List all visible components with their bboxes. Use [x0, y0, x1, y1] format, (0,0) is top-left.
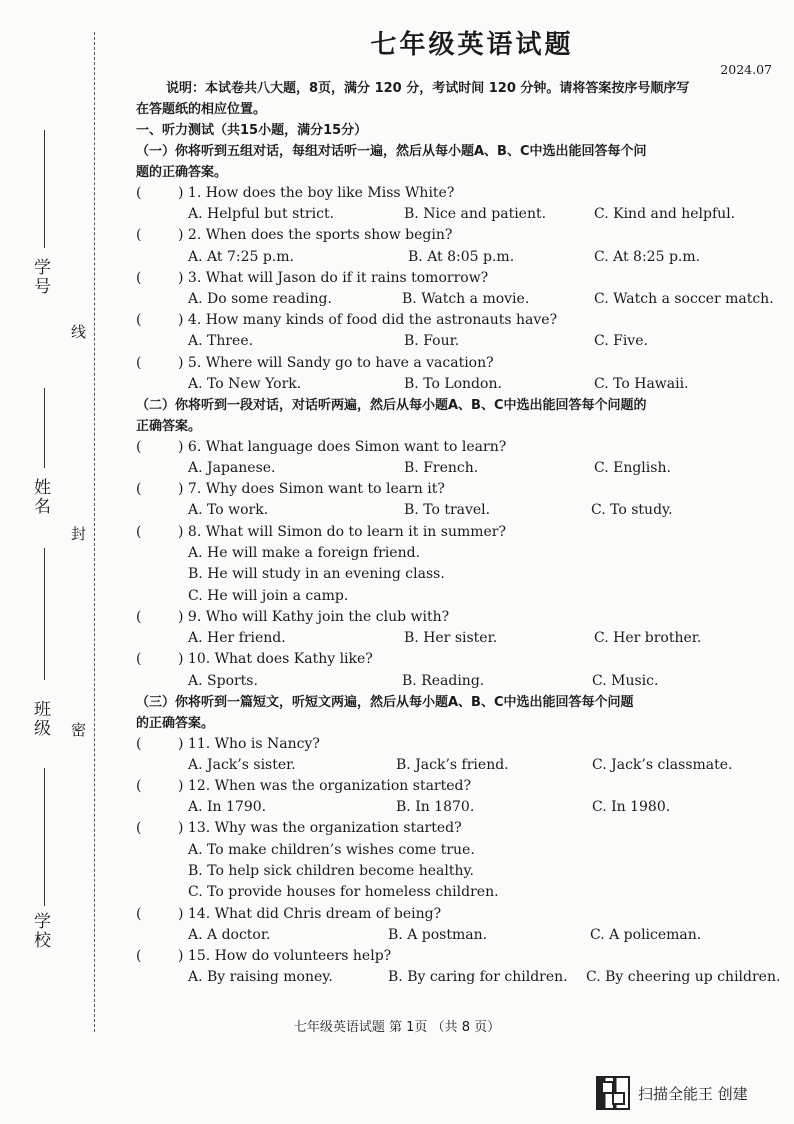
question-text: ) 7. Why does Simon want to learn it?: [178, 481, 445, 498]
option-a: A. To work.: [188, 502, 269, 519]
option-c: C. Watch a soccer match.: [594, 290, 774, 307]
options-row: [136, 755, 772, 776]
option-b: B. Her sister.: [404, 630, 498, 647]
options-row: [136, 289, 772, 310]
question-1: [136, 183, 772, 204]
option-b: B. By caring for children.: [388, 969, 568, 986]
option-b: B. In 1870.: [396, 799, 475, 816]
options-row: [136, 247, 772, 268]
scanner-watermark: [596, 1076, 748, 1110]
option-c: C. To Hawaii.: [594, 375, 689, 392]
options-row: [136, 967, 781, 988]
answer-blank[interactable]: (: [136, 651, 142, 668]
option-a: A. Do some reading.: [188, 290, 332, 307]
name-label: 姓名: [30, 478, 50, 516]
option-b: B. Reading.: [402, 672, 485, 689]
option-a: A. He will make a foreign friend.: [188, 544, 421, 561]
instructions-line-2: 在答题纸的相应位置。: [136, 102, 267, 117]
question-13: [136, 818, 772, 839]
question-text: ) 5. Where will Sandy go to have a vacation?: [178, 354, 494, 371]
question-14: [136, 904, 772, 925]
option-a: A. By raising money.: [188, 969, 333, 986]
option-a: A. To make children’s wishes come true.: [188, 841, 475, 858]
binding-margin: [0, 0, 100, 1124]
question-block-2: [136, 437, 772, 692]
answer-blank[interactable]: (: [136, 735, 142, 752]
part2-instructions-2: 正确答案。: [136, 418, 202, 434]
part2-instructions-1: （二）你将听到一段对话，对话听两遍，然后从每小题A、B、C中选出能回答每个问题的: [136, 397, 647, 413]
answer-blank[interactable]: (: [136, 481, 142, 498]
instructions-line-1: 说明：本试卷共八大题，8页，满分 120 分，考试时间 120 分钟。请将答案按序号顺序写: [166, 81, 690, 96]
option-c: C. Music.: [592, 672, 659, 689]
class-blank: [44, 768, 45, 906]
part1-instructions-2: 题的正确答案。: [136, 165, 228, 180]
option-c: C. Jack’s classmate.: [592, 756, 733, 773]
student-id-label: 学号: [30, 258, 50, 296]
page-title: 七年级英语试题: [370, 30, 574, 60]
option-a: A. Japanese.: [188, 460, 276, 477]
option-b: B. Watch a movie.: [402, 290, 530, 307]
option-c: C. To provide houses for homeless children.: [188, 884, 499, 901]
option-b: B. A postman.: [388, 927, 488, 944]
part1-instructions-1: （一）你将听到五组对话，每组对话听一遍，然后从每小题A、B、C中选出能回答每个问: [136, 144, 647, 159]
question-block-1: [136, 183, 772, 395]
student-id-blank: [44, 130, 45, 248]
question-4: [136, 310, 772, 331]
option-a: A. Sports.: [188, 672, 258, 689]
answer-blank[interactable]: (: [136, 905, 142, 922]
options-row: [136, 925, 772, 946]
seal-seal-char: 封: [69, 526, 87, 541]
school-label: 学校: [30, 912, 50, 950]
name-blank-upper: [44, 388, 45, 468]
question-15: [136, 946, 772, 967]
answer-blank[interactable]: (: [136, 948, 142, 965]
option-c: C. To study.: [591, 502, 673, 519]
option-c: C. At 8:25 p.m.: [594, 248, 701, 265]
answer-blank[interactable]: (: [136, 778, 142, 795]
option-c: C. Her brother.: [594, 630, 702, 647]
question-text: ) 13. Why was the organization started?: [178, 820, 462, 837]
exam-page: [136, 26, 781, 989]
question-text: ) 12. When was the organization started?: [178, 778, 472, 795]
option-b: B. Jack’s friend.: [396, 756, 509, 773]
option-b: B. French.: [404, 460, 479, 477]
question-9: [136, 607, 772, 628]
question-text: ) 9. Who will Kathy join the club with?: [178, 608, 450, 625]
part3-instructions-2: 的正确答案。: [136, 715, 215, 731]
section-title: 一、听力测试（共15小题，满分15分）: [136, 123, 368, 138]
page-footer: 七年级英语试题 第 1页 （共 8 页）: [293, 1020, 501, 1035]
options-row: [136, 797, 772, 818]
option-b: B. Nice and patient.: [404, 206, 547, 223]
option-b: B. He will study in an evening class.: [188, 566, 445, 583]
question-text: ) 3. What will Jason do if it rains tomorrow?: [178, 269, 489, 286]
options-row: [136, 374, 772, 395]
option-b: B. To London.: [404, 375, 502, 392]
option-a: A. Three.: [188, 333, 254, 350]
question-text: ) 4. How many kinds of food did the astronauts have?: [178, 312, 558, 329]
question-block-3: [136, 734, 781, 989]
answer-blank[interactable]: (: [136, 608, 142, 625]
answer-blank[interactable]: (: [136, 438, 142, 455]
question-10: [136, 649, 772, 670]
answer-blank[interactable]: (: [136, 820, 142, 837]
question-3: [136, 268, 772, 289]
options-row: [136, 628, 772, 649]
options-row: [136, 204, 772, 225]
option-a: A. In 1790.: [188, 799, 267, 816]
option-a: A. To New York.: [188, 375, 302, 392]
question-11: [136, 734, 772, 755]
seal-secret-char: 密: [69, 722, 87, 737]
question-6: [136, 437, 772, 458]
seal-line-char: 线: [69, 324, 87, 339]
option-b: B. At 8:05 p.m.: [408, 248, 515, 265]
option-a: A. A doctor.: [188, 927, 271, 944]
question-text: ) 15. How do volunteers help?: [178, 948, 392, 965]
option-c: C. He will join a camp.: [188, 587, 349, 604]
scanner-brand-text: 扫描全能王 创建: [638, 1084, 748, 1103]
option-c: C. Kind and helpful.: [594, 206, 736, 223]
question-2: [136, 225, 772, 246]
question-7: [136, 479, 772, 500]
question-text: ) 6. What language does Simon want to learn?: [178, 438, 507, 455]
class-label: 班级: [30, 700, 50, 738]
option-c: C. In 1980.: [592, 799, 671, 816]
option-b: B. Four.: [404, 333, 460, 350]
answer-blank[interactable]: (: [136, 227, 142, 244]
option-a: A. At 7:25 p.m.: [188, 248, 294, 265]
cut-line: [94, 32, 95, 1032]
question-text: ) 11. Who is Nancy?: [178, 735, 320, 752]
option-c: C. By cheering up children.: [586, 969, 781, 986]
question-text: ) 1. How does the boy like Miss White?: [178, 185, 455, 201]
question-8: [136, 522, 772, 543]
answer-blank[interactable]: (: [136, 312, 142, 329]
options-row: [136, 331, 772, 352]
answer-blank[interactable]: (: [136, 269, 142, 286]
question-text: ) 14. What did Chris dream of being?: [178, 905, 442, 922]
name-blank-lower: [44, 548, 45, 680]
question-text: ) 8. What will Simon do to learn it in summer?: [178, 523, 507, 540]
answer-blank[interactable]: (: [136, 523, 142, 540]
question-text: ) 10. What does Kathy like?: [178, 651, 373, 668]
option-c: C. English.: [594, 460, 671, 477]
question-12: [136, 776, 772, 797]
option-a: A. Jack’s sister.: [188, 756, 296, 773]
answer-blank[interactable]: (: [136, 185, 142, 201]
question-5: [136, 353, 772, 374]
option-a: A. Helpful but strict.: [188, 206, 335, 223]
exam-date: 2024.07: [720, 62, 772, 77]
option-c: C. A policeman.: [590, 927, 702, 944]
question-text: ) 2. When does the sports show begin?: [178, 227, 453, 244]
qr-code-icon: [596, 1076, 630, 1110]
option-b: B. To help sick children become healthy.: [188, 863, 474, 880]
options-row: [136, 671, 772, 692]
options-row: [136, 500, 772, 521]
option-c: C. Five.: [594, 333, 648, 350]
answer-blank[interactable]: (: [136, 354, 142, 371]
part3-instructions-1: （三）你将听到一篇短文，听短文两遍，然后从每小题A、B、C中选出能回答每个问题: [136, 694, 634, 710]
option-b: B. To travel.: [404, 502, 491, 519]
option-a: A. Her friend.: [188, 630, 286, 647]
options-row: [136, 458, 772, 479]
